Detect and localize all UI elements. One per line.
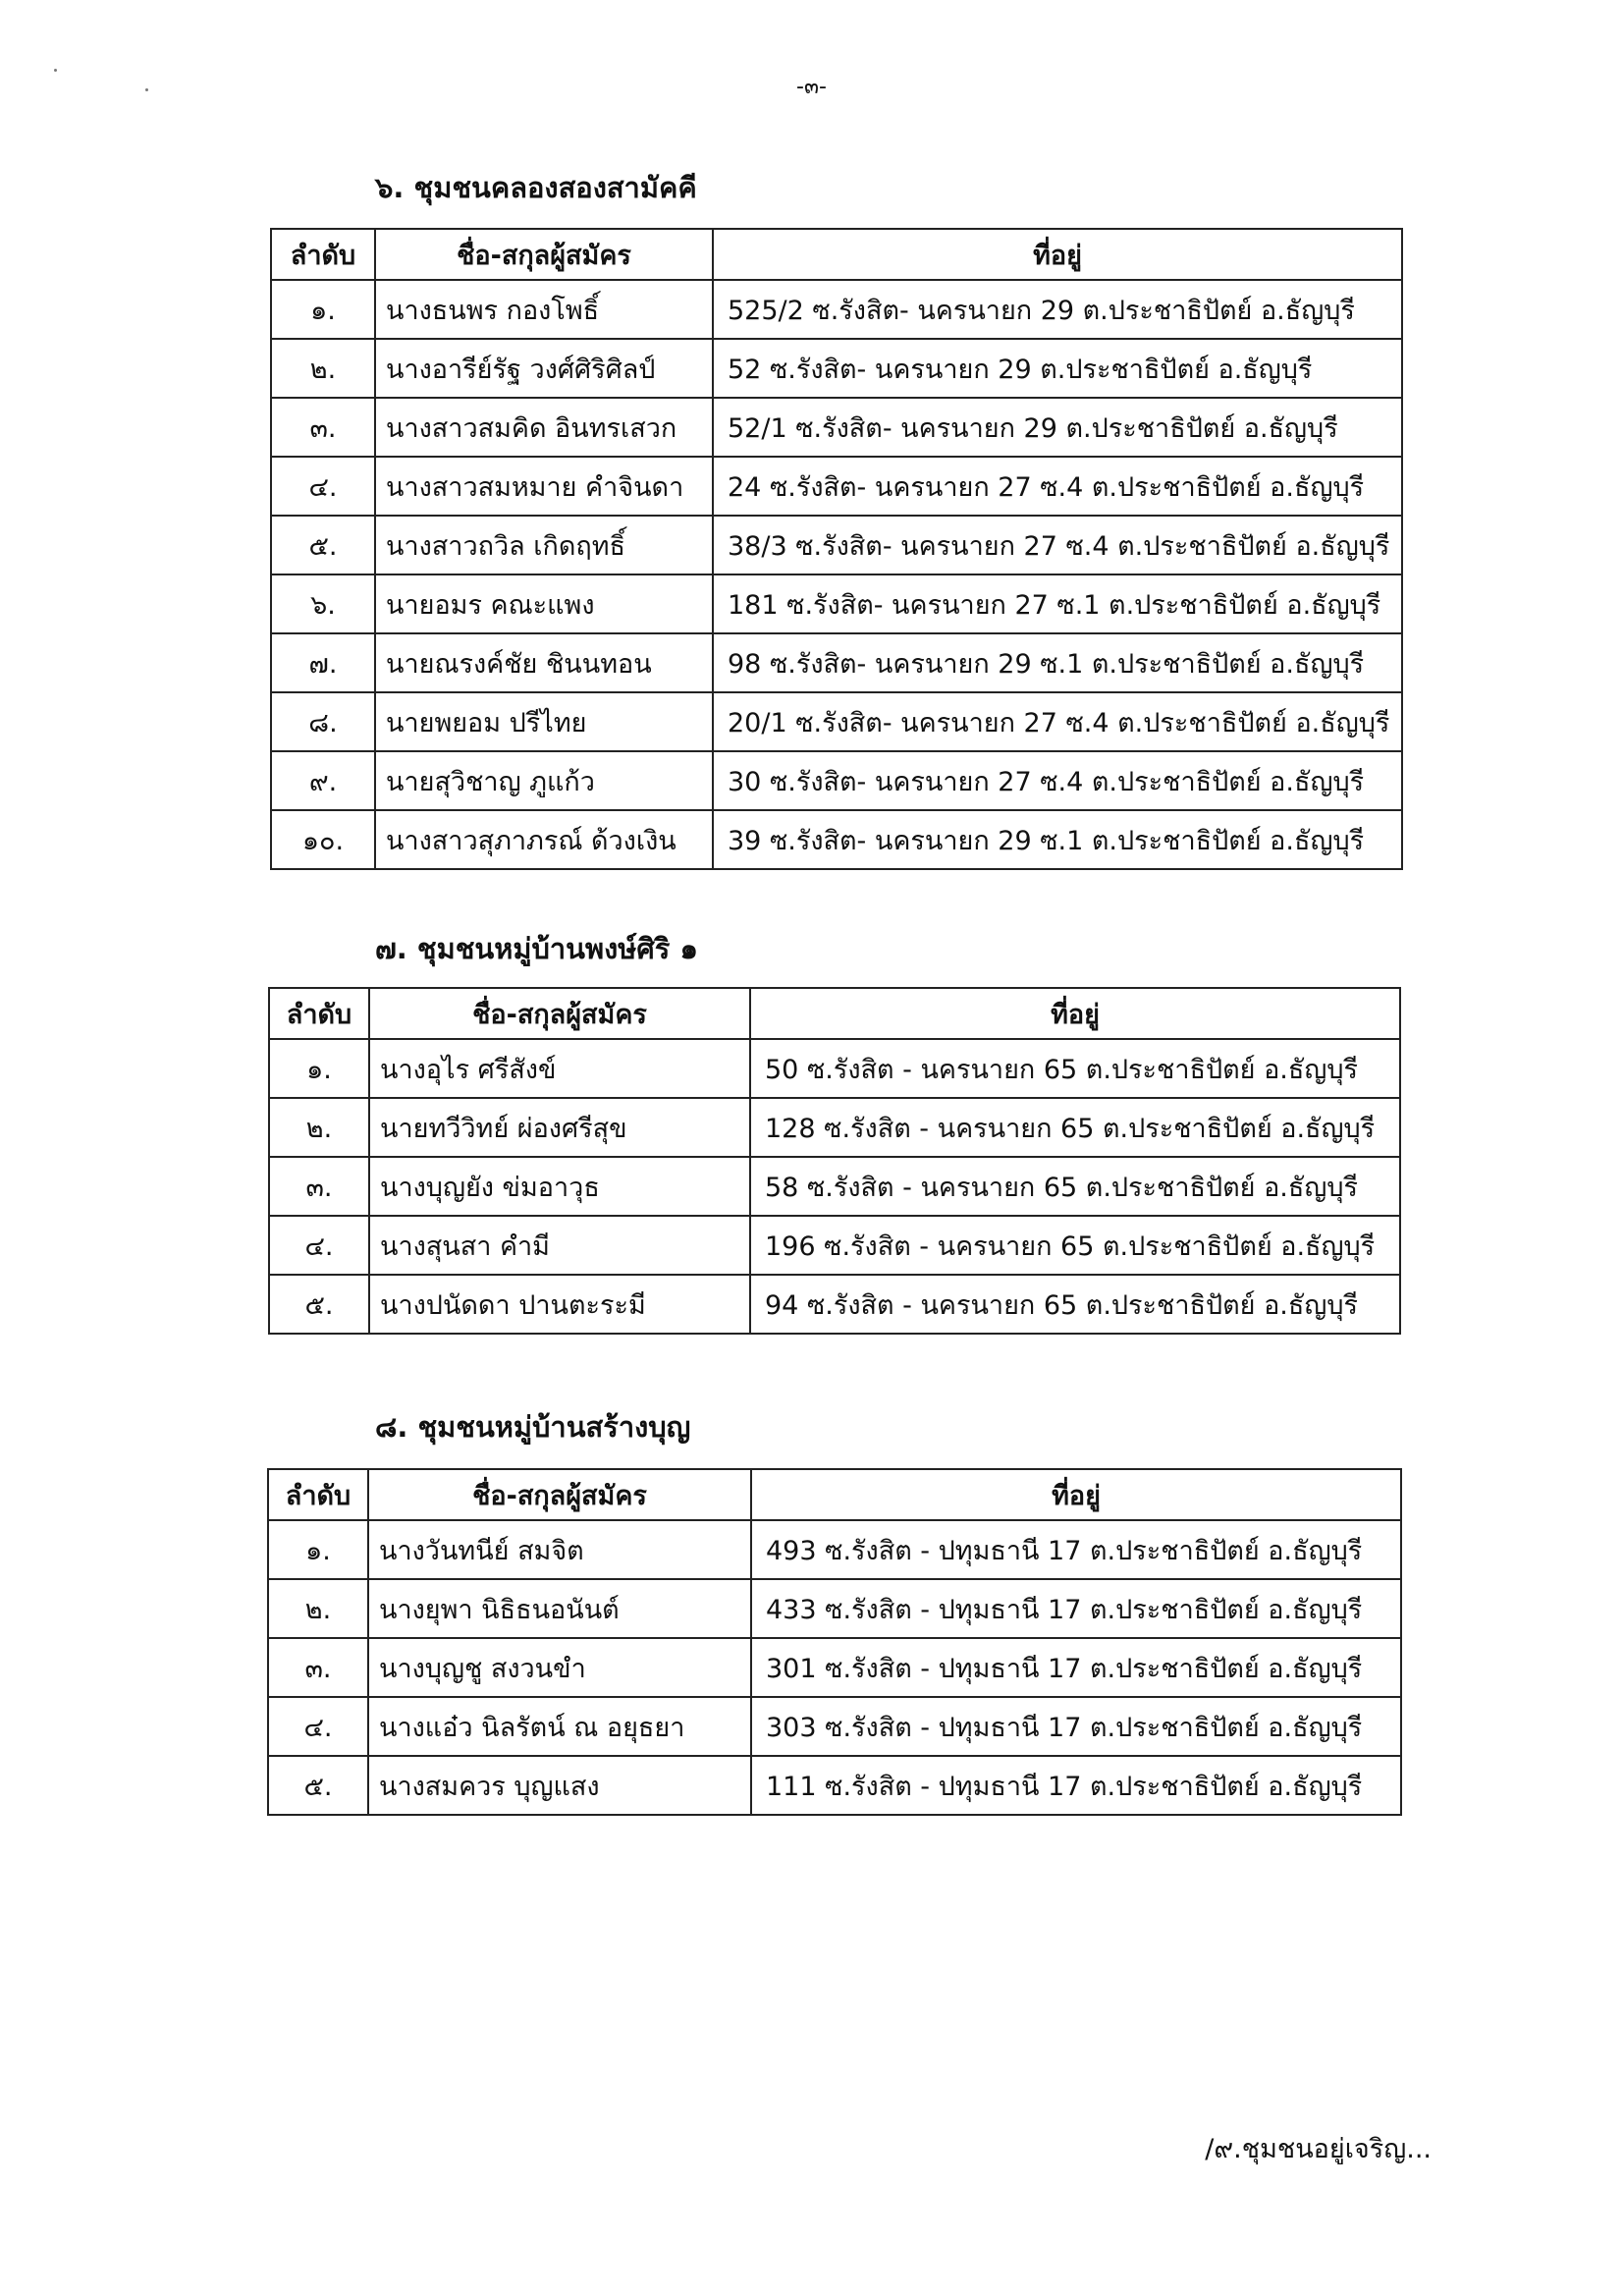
table-row xyxy=(271,280,1402,339)
header-address: ที่อยู่ xyxy=(750,988,1400,1039)
row-no: ๗. xyxy=(271,633,375,692)
row-no: ๒. xyxy=(269,1098,369,1157)
row-address: 30 ซ.รังสิต- นครนายก 27 ซ.4 ต.ประชาธิปัตย์ อ.ธัญบุรี xyxy=(713,751,1402,810)
row-address: 525/2 ซ.รังสิต- นครนายก 29 ต.ประชาธิปัตย์ อ.ธัญบุรี xyxy=(713,280,1402,339)
table-row xyxy=(269,1216,1400,1275)
table-row xyxy=(268,1756,1401,1815)
row-name: นายทวีวิทย์ ผ่องศรีสุข xyxy=(369,1098,750,1157)
row-name: นางสาวสุภาภรณ์ ด้วงเงิน xyxy=(375,810,713,869)
row-name: นางสมควร บุญแสง xyxy=(368,1756,751,1815)
row-address: 38/3 ซ.รังสิต- นครนายก 27 ซ.4 ต.ประชาธิปัตย์ อ.ธัญบุรี xyxy=(713,516,1402,574)
row-no: ๒. xyxy=(268,1579,368,1638)
row-no: ๓. xyxy=(269,1157,369,1216)
header-name: ชื่อ-สกุลผู้สมัคร xyxy=(368,1469,751,1520)
row-no: ๔. xyxy=(268,1697,368,1756)
row-address: 24 ซ.รังสิต- นครนายก 27 ซ.4 ต.ประชาธิปัตย์ อ.ธัญบุรี xyxy=(713,457,1402,516)
header-no: ลำดับ xyxy=(268,1469,368,1520)
table-row xyxy=(271,633,1402,692)
table-row xyxy=(269,1157,1400,1216)
scan-speck xyxy=(145,88,148,91)
row-name: นางวันทนีย์ สมจิต xyxy=(368,1520,751,1579)
row-name: นางบุญชู สงวนขำ xyxy=(368,1638,751,1697)
row-no: ๑. xyxy=(268,1520,368,1579)
table-row xyxy=(271,339,1402,398)
row-no: ๒. xyxy=(271,339,375,398)
row-name: นางสาวถวิล เกิดฤทธิ์ xyxy=(375,516,713,574)
row-name: นางอุไร ศรีสังข์ xyxy=(369,1039,750,1098)
table-row xyxy=(268,1638,1401,1697)
row-no: ๔. xyxy=(269,1216,369,1275)
row-address: 128 ซ.รังสิต - นครนายก 65 ต.ประชาธิปัตย์ อ.ธัญบุรี xyxy=(750,1098,1400,1157)
section-heading-8: ๘. ชุมชนหมู่บ้านสร้างบุญ xyxy=(375,1410,691,1444)
row-no: ๘. xyxy=(271,692,375,751)
table-row xyxy=(271,516,1402,574)
table-row xyxy=(269,1275,1400,1334)
row-no: ๕. xyxy=(268,1756,368,1815)
row-address: 493 ซ.รังสิต - ปทุมธานี 17 ต.ประชาธิปัตย์ อ.ธัญบุรี xyxy=(751,1520,1401,1579)
row-name: นางอารีย์รัฐ วงศ์ศิริศิลป์ xyxy=(375,339,713,398)
row-no: ๔. xyxy=(271,457,375,516)
section-heading-6: ๖. ชุมชนคลองสองสามัคคี xyxy=(375,171,697,204)
row-address: 98 ซ.รังสิต- นครนายก 29 ซ.1 ต.ประชาธิปัตย์ อ.ธัญบุรี xyxy=(713,633,1402,692)
table-row xyxy=(268,1520,1401,1579)
row-address: 196 ซ.รังสิต - นครนายก 65 ต.ประชาธิปัตย์ อ.ธัญบุรี xyxy=(750,1216,1400,1275)
row-name: นางแอ๋ว นิลรัตน์ ณ อยุธยา xyxy=(368,1697,751,1756)
row-address: 50 ซ.รังสิต - นครนายก 65 ต.ประชาธิปัตย์ อ.ธัญบุรี xyxy=(750,1039,1400,1098)
row-address: 303 ซ.รังสิต - ปทุมธานี 17 ต.ประชาธิปัตย์ อ.ธัญบุรี xyxy=(751,1697,1401,1756)
table-row xyxy=(271,751,1402,810)
row-no: ๕. xyxy=(271,516,375,574)
row-address: 20/1 ซ.รังสิต- นครนายก 27 ซ.4 ต.ประชาธิปัตย์ อ.ธัญบุรี xyxy=(713,692,1402,751)
page-number: -๓- xyxy=(796,75,827,99)
scan-speck xyxy=(54,69,57,72)
header-address: ที่อยู่ xyxy=(713,229,1402,280)
row-name: นายสุวิชาญ ภูแก้ว xyxy=(375,751,713,810)
continuation-note: /๙.ชุมชนอยู่เจริญ... xyxy=(1205,2134,1432,2164)
table-row xyxy=(271,457,1402,516)
row-address: 94 ซ.รังสิต - นครนายก 65 ต.ประชาธิปัตย์ อ.ธัญบุรี xyxy=(750,1275,1400,1334)
section-heading-7: ๗. ชุมชนหมู่บ้านพงษ์ศิริ ๑ xyxy=(375,932,698,965)
header-name: ชื่อ-สกุลผู้สมัคร xyxy=(369,988,750,1039)
registration-table-6 xyxy=(270,228,1403,870)
row-name: นางบุญยัง ข่มอาวุธ xyxy=(369,1157,750,1216)
row-address: 301 ซ.รังสิต - ปทุมธานี 17 ต.ประชาธิปัตย์ อ.ธัญบุรี xyxy=(751,1638,1401,1697)
row-name: นางสาวสมคิด อินทรเสวก xyxy=(375,398,713,457)
row-address: 111 ซ.รังสิต - ปทุมธานี 17 ต.ประชาธิปัตย์ อ.ธัญบุรี xyxy=(751,1756,1401,1815)
row-no: ๓. xyxy=(271,398,375,457)
row-name: นางธนพร กองโพธิ์ xyxy=(375,280,713,339)
row-no: ๖. xyxy=(271,574,375,633)
row-name: นางสุนสา คำมี xyxy=(369,1216,750,1275)
header-address: ที่อยู่ xyxy=(751,1469,1401,1520)
row-no: ๓. xyxy=(268,1638,368,1697)
header-no: ลำดับ xyxy=(271,229,375,280)
table-header-row xyxy=(271,229,1402,280)
row-no: ๑๐. xyxy=(271,810,375,869)
row-name: นางปนัดดา ปานตะระมี xyxy=(369,1275,750,1334)
row-name: นางสาวสมหมาย คำจินดา xyxy=(375,457,713,516)
row-name: นายอมร คณะแพง xyxy=(375,574,713,633)
registration-table-7 xyxy=(268,987,1401,1335)
table-row xyxy=(268,1697,1401,1756)
row-no: ๑. xyxy=(271,280,375,339)
table-header-row xyxy=(268,1469,1401,1520)
row-address: 58 ซ.รังสิต - นครนายก 65 ต.ประชาธิปัตย์ อ.ธัญบุรี xyxy=(750,1157,1400,1216)
table-header-row xyxy=(269,988,1400,1039)
row-name: นางยุพา นิธิธนอนันต์ xyxy=(368,1579,751,1638)
row-address: 181 ซ.รังสิต- นครนายก 27 ซ.1 ต.ประชาธิปัตย์ อ.ธัญบุรี xyxy=(713,574,1402,633)
table-row xyxy=(271,810,1402,869)
table-row xyxy=(269,1039,1400,1098)
header-no: ลำดับ xyxy=(269,988,369,1039)
row-no: ๑. xyxy=(269,1039,369,1098)
row-name: นายพยอม ปรีไทย xyxy=(375,692,713,751)
header-name: ชื่อ-สกุลผู้สมัคร xyxy=(375,229,713,280)
row-no: ๙. xyxy=(271,751,375,810)
row-address: 433 ซ.รังสิต - ปทุมธานี 17 ต.ประชาธิปัตย์ อ.ธัญบุรี xyxy=(751,1579,1401,1638)
row-no: ๕. xyxy=(269,1275,369,1334)
table-row xyxy=(269,1098,1400,1157)
registration-table-8 xyxy=(267,1468,1402,1816)
table-row xyxy=(268,1579,1401,1638)
row-address: 52 ซ.รังสิต- นครนายก 29 ต.ประชาธิปัตย์ อ.ธัญบุรี xyxy=(713,339,1402,398)
table-row xyxy=(271,574,1402,633)
row-address: 52/1 ซ.รังสิต- นครนายก 29 ต.ประชาธิปัตย์ อ.ธัญบุรี xyxy=(713,398,1402,457)
row-address: 39 ซ.รังสิต- นครนายก 29 ซ.1 ต.ประชาธิปัตย์ อ.ธัญบุรี xyxy=(713,810,1402,869)
table-row xyxy=(271,692,1402,751)
table-row xyxy=(271,398,1402,457)
row-name: นายณรงค์ชัย ชินนทอน xyxy=(375,633,713,692)
